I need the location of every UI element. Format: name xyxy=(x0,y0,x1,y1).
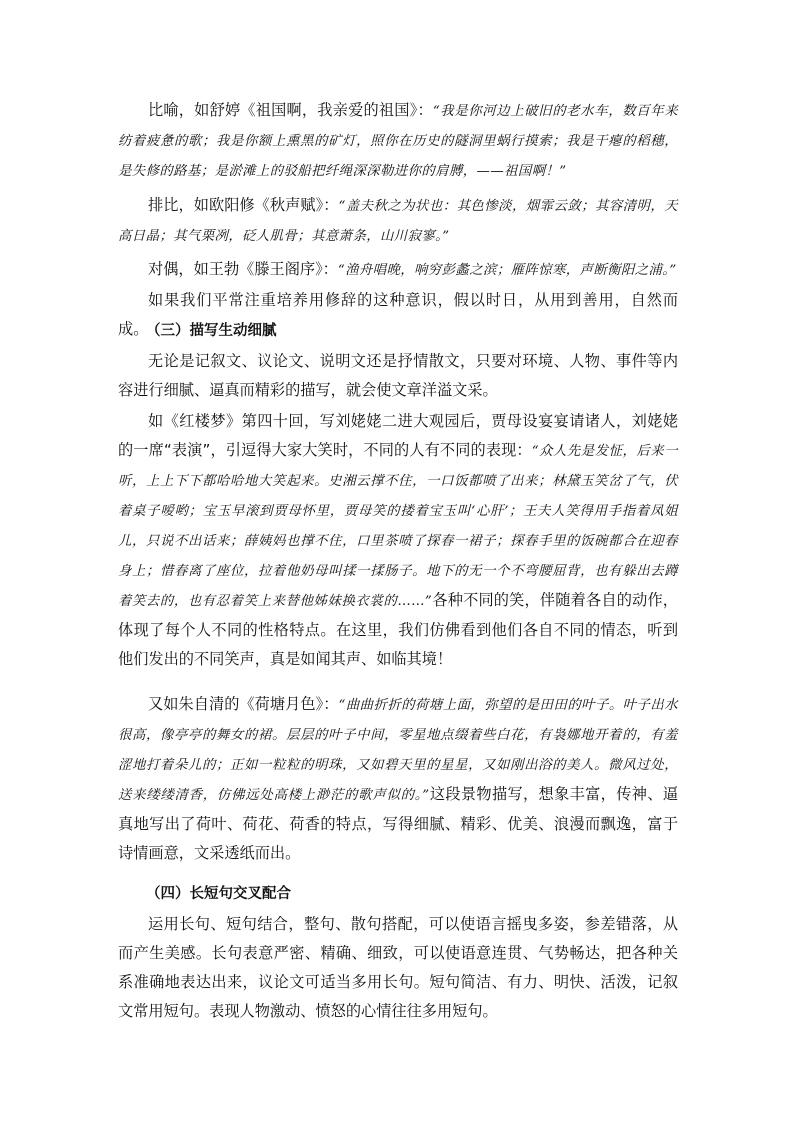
honglou-quote: “众人先是发怔，后来一听，上上下下都哈哈地大笑起来。史湘云撑不住，一口饭都喷了出来；林黛玉笑岔了气，伏着桌子嗳哟；宝玉早滚到贾母怀里，贾母笑的搂着宝玉叫‘心肝’；王夫人笑得用手指着凤姐儿，只说不出话来；薛姨妈也撑不住，口里茶喷了探春一裙子；探春手里的饭碗都合在迎春身上；惜春离了座位，拉着他奶母叫揉一揉肠子。地下的无一个不弯腰屈背，也有躲出去蹲着笑去的，也有忍着笑上来替他姊妹换衣裳的……” xyxy=(118,444,678,609)
paragraph-antithesis xyxy=(118,255,678,285)
metaphor-intro: 比喻，如舒婷《祖国啊，我亲爱的祖国》： xyxy=(148,101,433,119)
honglou-intro: 如《红楼梦》第四十回，写刘姥姥二进大观园后，贾母设宴宴请诸人，刘姥姥的一席“表演”，引逗得大家大笑时，不同的人有不同的表现： xyxy=(118,412,678,459)
antithesis-intro: 对偶，如王勃《滕王阁序》： xyxy=(148,260,338,278)
paragraph-description: 无论是记叙文、议论文、说明文还是抒情散文，只要对环境、人物、事件等内容进行细腻、逼真而精彩的描写，就会使文章洋溢文采。 xyxy=(118,352,678,399)
paragraph-parallelism xyxy=(118,191,678,251)
paragraph-metaphor xyxy=(118,96,678,186)
section-heading-4: （四）长短句交叉配合 xyxy=(146,886,291,902)
metaphor-quote: “我是你河边上破旧的老水车，数百年来纺着疲惫的歌；我是你额上熏黑的矿灯，照你在历史的隧洞里蜗行摸索；我是干瘪的稻穗，是失修的路基；是淤滩上的驳船把纤绳深深勒进你的肩膊，——祖国啊！” xyxy=(118,104,678,179)
hetang-commentary: 这段景物描写，想象丰富，传神、逼真地写出了荷叶、荷花、荷香的特点，写得细腻、精彩、优美、浪漫而飘逸，富于诗情画意，文采透纸而出。 xyxy=(118,785,678,862)
honglou-commentary: 各种不同的笑，伴随着各自的动作，体现了每个人不同的性格特点。在这里，我们仿佛看到他们各自不同的情态，听到他们发出的不同笑声，真是如闻其声、如临其境！ xyxy=(118,591,678,668)
parallelism-intro: 排比，如欧阳修《秋声赋》： xyxy=(148,196,339,214)
hetang-quote: “曲曲折折的荷塘上面，弥望的是田田的叶子。叶子出水很高，像亭亭的舞女的裙。层层的叶子中间，零星地点缀着些白花，有袅娜地开着的，有羞涩地打着朵儿的；正如一粒粒的明珠，又如碧天里的星星，又如刚出浴的美人。微风过处，送来缕缕清香，仿佛远处高楼上渺茫的歌声似的。” xyxy=(118,698,679,803)
parallelism-quote: “盖夫秋之为状也：其色惨淡，烟霏云敛；其容清明，天高日晶；其气栗冽，砭人肌骨；其意萧条，山川寂寥。” xyxy=(118,199,679,244)
section-heading-3: （三）描写生动细腻 xyxy=(146,323,277,339)
paragraph-hetang xyxy=(118,690,678,868)
paragraph-summary: 如果我们平常注重培养用修辞的这种意识，假以时日，从用到善用，自然而成。 xyxy=(118,291,678,338)
paragraph-honglou xyxy=(118,407,678,674)
paragraph-sentences: 运用长句、短句结合，整句、散句搭配，可以使语言摇曳多姿，参差错落，从而产生美感。长句表意严密、精确、细致，可以使语意连贯、气势畅达，把各种关系准确地表达出来，议论文可适当多用长句。短句简洁、有力、明快、活泼，记叙文常用短句。表现人物激动、愤怒的心情往往多用短句。 xyxy=(118,915,678,1020)
antithesis-quote: “渔舟唱晚，响穷彭蠡之滨；雁阵惊寒，声断衡阳之浦。” xyxy=(337,263,677,278)
hetang-intro: 又如朱自清的《荷塘月色》： xyxy=(148,695,339,713)
